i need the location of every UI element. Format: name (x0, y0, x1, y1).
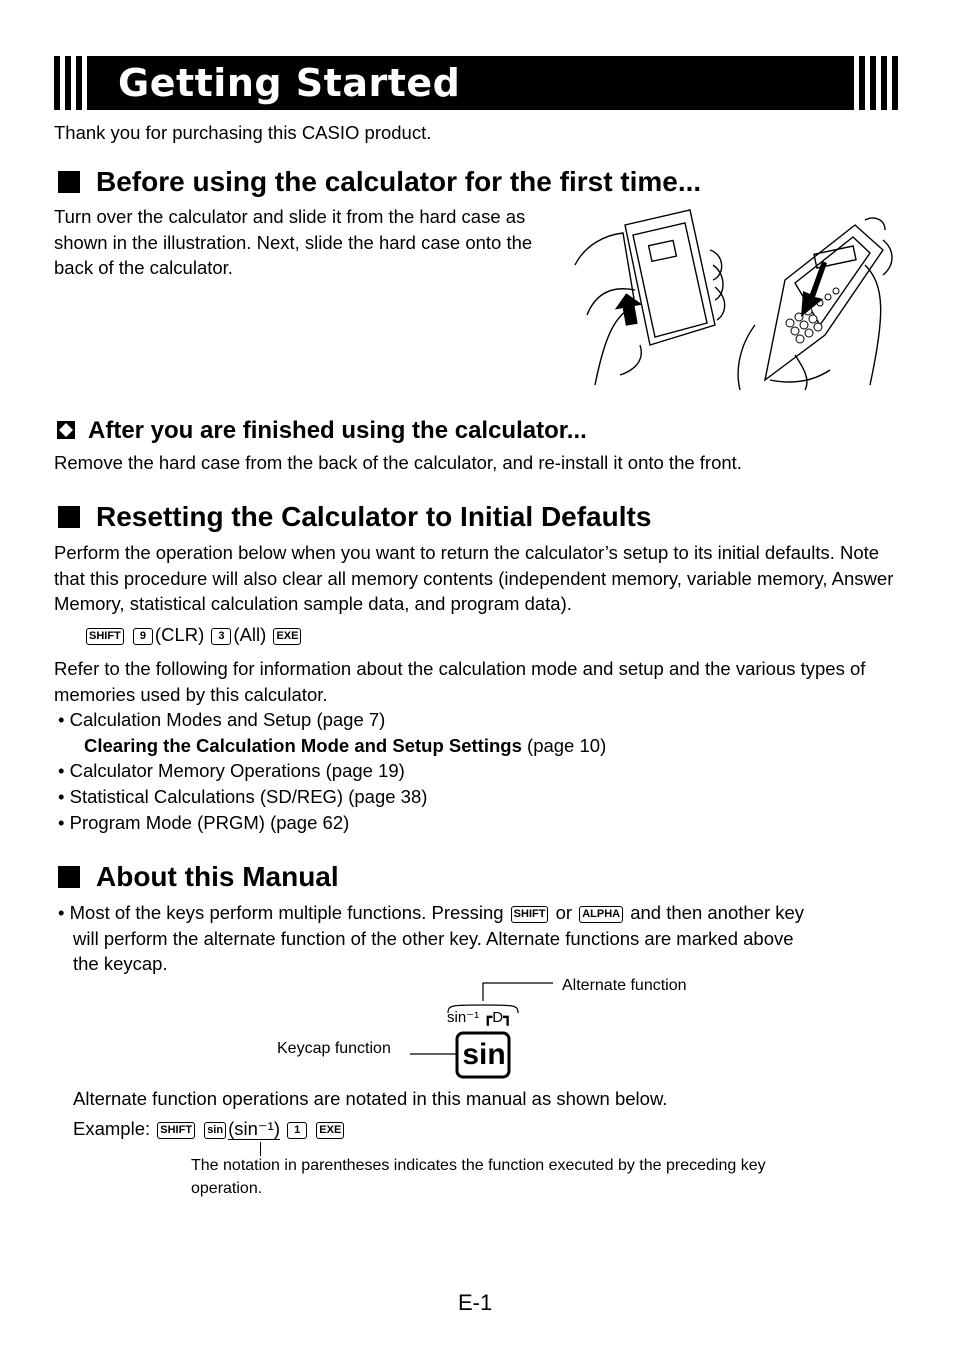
keycap-diagram (270, 975, 710, 1085)
section-heading-resetting: Resetting the Calculator to Initial Defaults (58, 500, 651, 534)
page-number: E-1 (458, 1290, 493, 1315)
page-title: Getting Started (118, 61, 461, 105)
key-9: 9 (133, 628, 153, 645)
subsection-text: Remove the hard case from the back of the calculator, and re-install it onto the front. (54, 452, 742, 473)
notation-text: Alternate function operations are notated in this manual as shown below. (73, 1088, 668, 1109)
alternate-function-text: sin⁻¹ ┏D┓ (447, 1009, 513, 1026)
diamond-square-icon (56, 420, 76, 440)
reference-list (58, 707, 908, 836)
section1-text: Turn over the calculator and slide it from the hard case as shown in the illustration. Next, slide the hard case onto the back of the calculator. (54, 206, 533, 279)
exe-key: EXE (273, 628, 301, 645)
list-item: • Program Mode (PRGM) (page 62) (58, 811, 350, 833)
key-3: 3 (211, 628, 231, 645)
shift-key: SHIFT (157, 1122, 195, 1139)
key-1: 1 (287, 1122, 307, 1139)
refer-text: Refer to the following for information about the calculation mode and setup and the various types of memories used by this calculator. (54, 658, 866, 705)
square-bullet-icon (58, 171, 80, 193)
manual-bullet: • Most of the keys perform multiple functions. Pressing SHIFT or ALPHA and then another key will perform the alternate function of the other key. Alternate functions are marked above the keycap. (58, 902, 805, 975)
section2-text: Perform the operation below when you want to return the calculator’s setup to its initial defaults. Note that this procedure will also clear all memory contents (independent memory, variable memory, Answer Memory, statistical calculation sample data, and program data). (54, 542, 894, 615)
subsection-heading-finished: After you are finished using the calculator... (56, 416, 587, 446)
square-bullet-icon (58, 866, 80, 888)
section-heading-first-time: Before using the calculator for the first time... (58, 165, 701, 199)
title-stripes-left (54, 56, 93, 110)
list-item: • Calculation Modes and Setup (page 7) (58, 709, 386, 730)
list-subitem: Clearing the Calculation Mode and Setup Settings (page 10) (84, 734, 607, 756)
exe-key: EXE (316, 1122, 344, 1139)
shift-key: SHIFT (86, 628, 124, 645)
reset-key-operation: SHIFT 9 (CLR) 3 (All) EXE (84, 622, 303, 648)
footnote-text: The notation in parentheses indicates the function executed by the preceding key operation. (191, 1157, 766, 1197)
example-line: Example: SHIFT sin (sin⁻¹) 1 EXE (73, 1116, 346, 1142)
intro-text: Thank you for purchasing this CASIO product. (54, 122, 432, 143)
calculator-case-illustration (565, 205, 895, 390)
list-item: • Statistical Calculations (SD/REG) (page 38) (58, 786, 428, 808)
title-stripes-right (848, 56, 898, 110)
keycap-function-label: Keycap function (277, 1040, 391, 1057)
list-item: • Calculator Memory Operations (page 19) (58, 760, 405, 782)
sin-key-icon: sin (462, 1038, 506, 1071)
title-bar (54, 56, 898, 110)
section-heading-about-manual: About this Manual (58, 860, 339, 894)
sin-key: sin (204, 1122, 226, 1139)
shift-key: SHIFT (511, 906, 549, 923)
alpha-key: ALPHA (579, 906, 623, 923)
alternate-function-label: Alternate function (562, 977, 687, 994)
square-bullet-icon (58, 506, 80, 528)
